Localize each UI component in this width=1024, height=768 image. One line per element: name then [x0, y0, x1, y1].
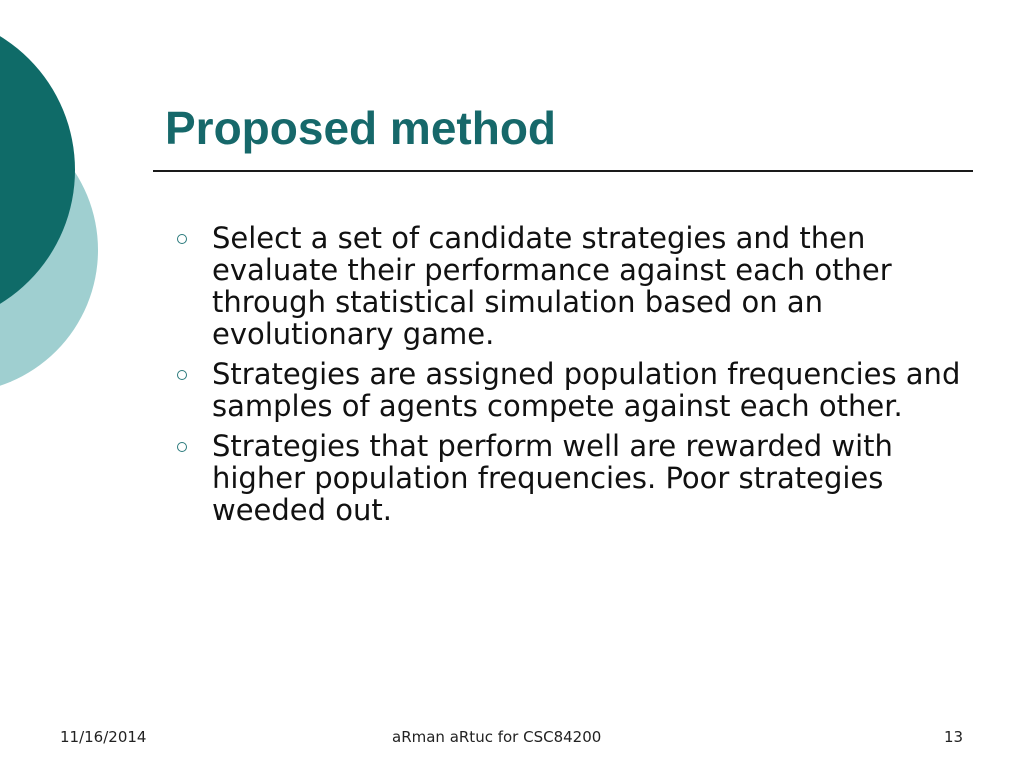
bullet-item	[172, 358, 962, 422]
hollow-circle-bullet-icon	[177, 442, 187, 452]
footer-page-number: 13	[944, 728, 964, 746]
bullet-text: Strategies are assigned population frequencies and samples of agents compete against each other.	[212, 357, 961, 423]
bullet-item	[172, 430, 962, 526]
footer-author-course: aRman aRtuc for CSC84200	[392, 728, 602, 746]
bullet-text: Strategies that perform well are rewarded with higher population frequencies. Poor strategies weeded out.	[212, 429, 893, 527]
bullet-list	[172, 222, 962, 534]
bullet-text: Select a set of candidate strategies and then evaluate their performance against each other through statistical simulation based on an evolutionary game.	[212, 221, 892, 351]
hollow-circle-bullet-icon	[177, 370, 187, 380]
footer-date: 11/16/2014	[60, 728, 147, 746]
bullet-item	[172, 222, 962, 350]
slide-title: Proposed method	[165, 102, 557, 154]
title-divider	[153, 170, 973, 172]
hollow-circle-bullet-icon	[177, 234, 187, 244]
decorative-circles	[0, 0, 110, 420]
